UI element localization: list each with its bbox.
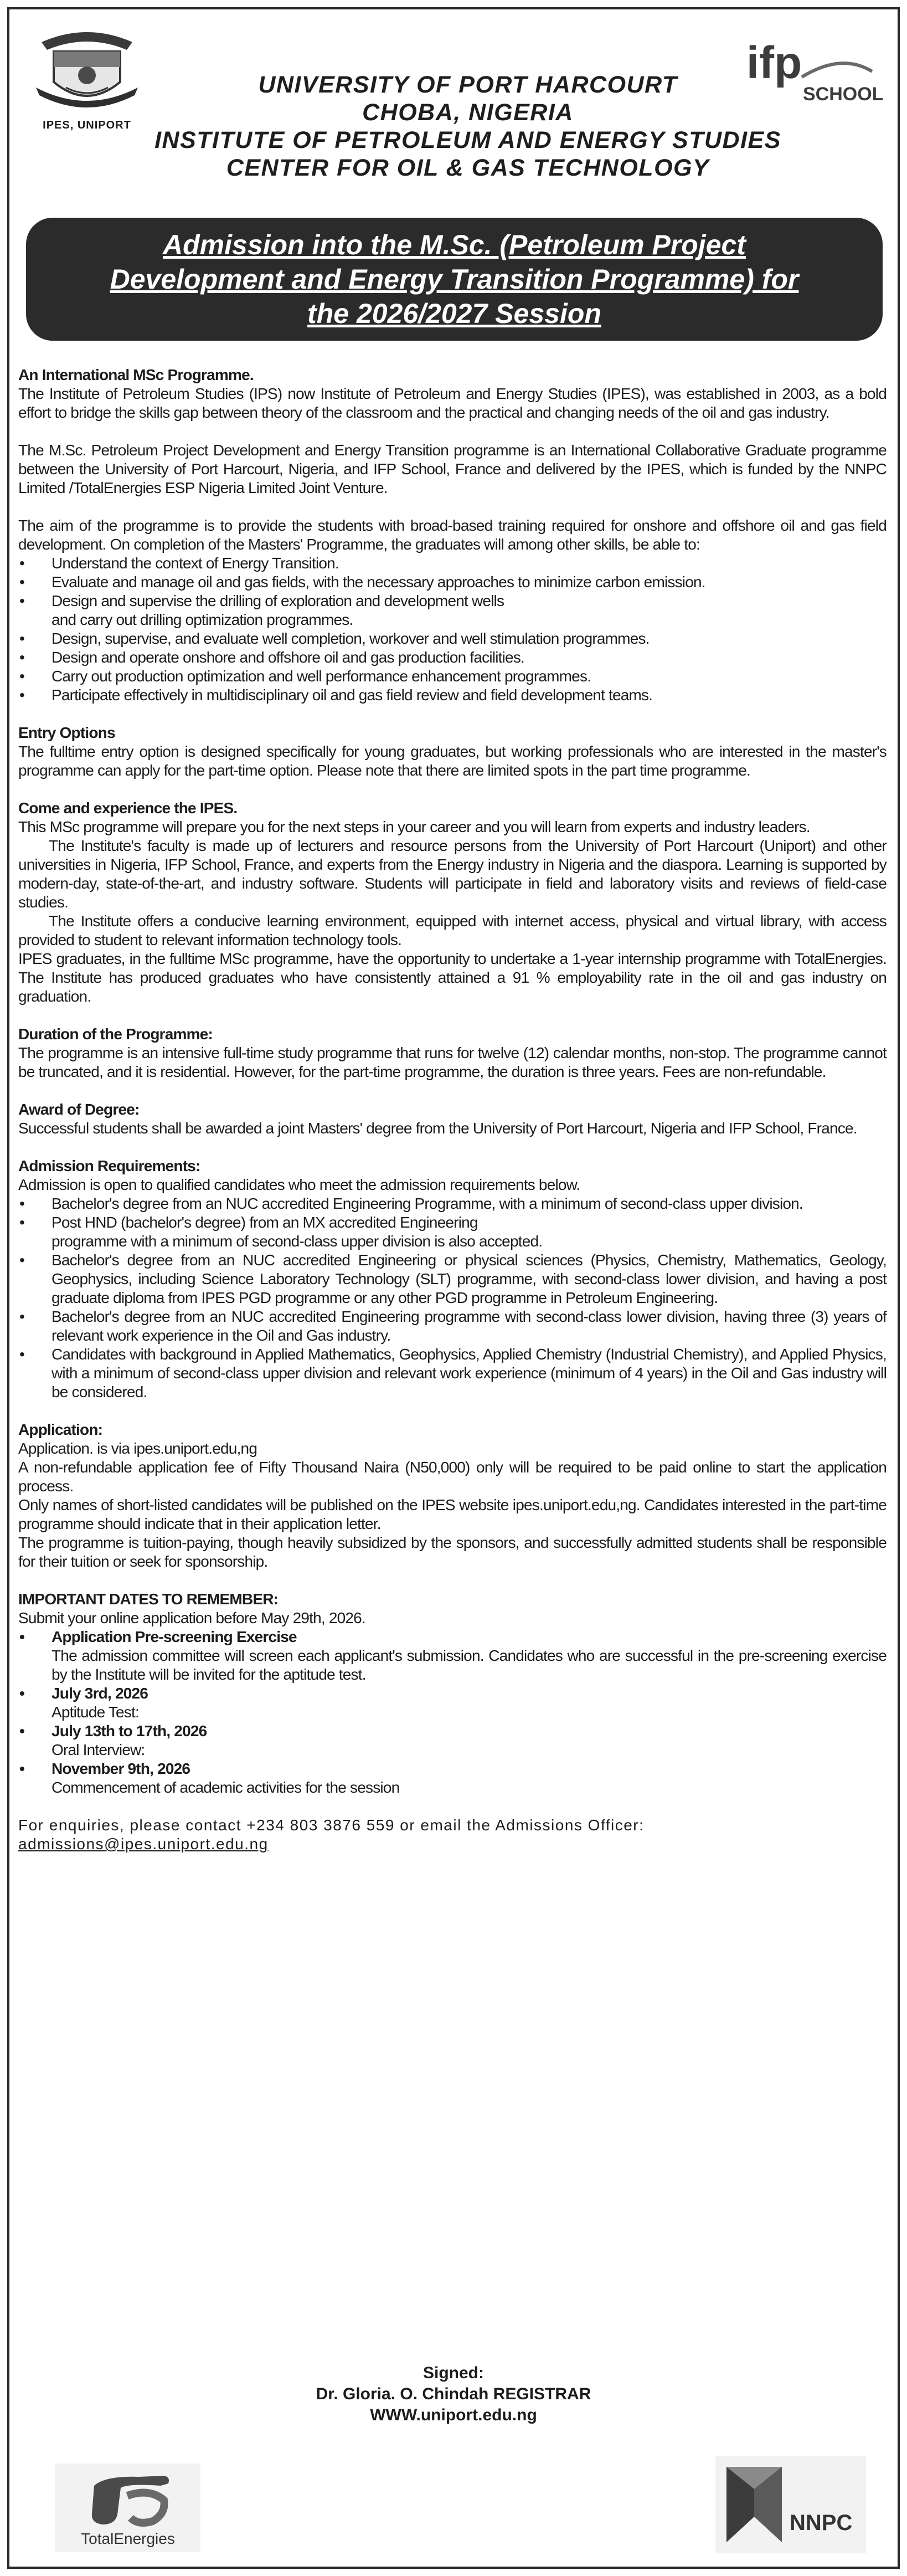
- date-title: • Application Pre-screening Exercise: [51, 1628, 297, 1645]
- list-item: • Bachelor's degree from an NUC accredited Engineering programme with second-class lower division, having three (3) years of relevant work experience in the Oil and Gas industry.: [18, 1307, 887, 1345]
- header-line-location: CHOBA, NIGERIA: [362, 99, 574, 126]
- admissions-email-link[interactable]: admissions@ipes.uniport.edu.ng: [18, 1835, 269, 1853]
- date-desc: Commencement of academic activities for the session: [51, 1779, 400, 1796]
- advert-body: [18, 366, 887, 1854]
- application-paragraph-3: Only names of short-listed candidates will be published on the IPES website ipes.uniport.edu,ng. Candidates interested in the part-time programme should indicate that in their application letter.: [18, 1496, 887, 1532]
- come-heading: Come and experience the IPES.: [18, 799, 238, 817]
- duration-text: The programme is an intensive full-time study programme that runs for twelve (12) calendar months, non-stop. The programme cannot be truncated, and it is residential. However, for the part-time programme, the duration is three years. Fees are non-refundable.: [18, 1044, 887, 1080]
- header-line-university: UNIVERSITY OF PORT HARCOURT: [258, 71, 678, 98]
- admission-title: [110, 228, 799, 331]
- requirements-intro: Admission is open to qualified candidates who meet the admission requirements below.: [18, 1176, 580, 1193]
- application-paragraph-4: The programme is tuition-paying, though heavily subsidized by the sponsors, and successfully admitted students shall be responsible for their tuition or seek for sponsorship.: [18, 1534, 887, 1570]
- entry-heading: Entry Options: [18, 724, 115, 741]
- come-paragraph-4: IPES graduates, in the fulltime MSc programme, have the opportunity to undertake a 1-year internship programme with TotalEnergies. The Institute has produced graduates who have consistently attained a 91 % employability rate in the oil and gas industry on graduation.: [18, 950, 887, 1005]
- list-item: • Participate effectively in multidisciplinary oil and gas field review and field development teams.: [18, 686, 887, 705]
- university-website: WWW.uniport.edu.ng: [370, 2406, 537, 2424]
- list-item: [18, 1722, 887, 1759]
- header-line-center: CENTER FOR OIL & GAS TECHNOLOGY: [226, 155, 710, 181]
- ifp-logo-mark: ifp: [746, 38, 802, 88]
- totalenergies-logo: [55, 2464, 200, 2552]
- list-item: • Carry out production optimization and well performance enhancement programmes.: [18, 667, 887, 686]
- nnpc-icon: [715, 2456, 866, 2553]
- entry-text: The fulltime entry option is designed specifically for young graduates, but working professionals who are interested in the master's programme can apply for the part-time option. Please note that there are limited spots in the part time programme.: [18, 743, 887, 779]
- come-paragraph-3: The Institute offers a conducive learning environment, equipped with internet access, physical and virtual library, with access provided to student to relevant information technology tools.: [18, 912, 887, 948]
- application-paragraph-2: A non-refundable application fee of Fifty Thousand Naira (N50,000) only will be required to be paid online to start the application process.: [18, 1459, 887, 1495]
- list-item: [18, 1759, 887, 1797]
- ifp-logo-word: SCHOOL: [803, 84, 884, 105]
- title-line-1: Admission into the M.Sc. (Petroleum Project: [163, 229, 746, 260]
- intro-paragraph-3: The aim of the programme is to provide the students with broad-based training required for onshore and offshore oil and gas field development. On completion of the Masters' Programme, the graduates will among other skills, be able to:: [18, 517, 887, 553]
- application-heading: Application:: [18, 1421, 103, 1438]
- date-title: • July 13th to 17th, 2026: [51, 1722, 207, 1739]
- list-item: • Bachelor's degree from an NUC accredited Engineering Programme, with a minimum of second-class upper division.: [18, 1194, 887, 1213]
- dates-heading: IMPORTANT DATES TO REMEMBER:: [18, 1590, 279, 1608]
- dates-list: [18, 1628, 887, 1797]
- requirements-heading: Admission Requirements:: [18, 1157, 200, 1174]
- award-heading: Award of Degree:: [18, 1101, 140, 1118]
- signed-label: Signed:: [423, 2364, 484, 2382]
- list-item: • Post HND (bachelor's degree) from an MX accredited Engineering programme with a minimum of second-class upper division is also accepted.: [18, 1213, 887, 1251]
- nnpc-logo: [715, 2456, 866, 2553]
- list-item: • Evaluate and manage oil and gas fields, with the necessary approaches to minimize carbon emission.: [18, 573, 887, 592]
- list-item: • Understand the context of Energy Transition.: [18, 554, 887, 573]
- date-desc: The admission committee will screen each applicant's submission. Candidates who are successful in the pre-screening exercise by the Institute will be invited for the aptitude test.: [51, 1647, 887, 1683]
- ipes-logo-caption: IPES, UNIPORT: [43, 119, 131, 131]
- title-line-2: Development and Energy Transition Programme) for: [110, 264, 799, 295]
- admission-title-banner: [26, 218, 883, 341]
- header-line-institute: INSTITUTE OF PETROLEUM AND ENERGY STUDIES: [154, 127, 781, 153]
- nnpc-wordmark: NNPC: [790, 2511, 853, 2535]
- registrar-name: Dr. Gloria. O. Chindah REGISTRAR: [316, 2385, 591, 2403]
- date-desc: Oral Interview:: [51, 1741, 145, 1758]
- come-paragraph-2: The Institute's faculty is made up of lecturers and resource persons from the University of Port Harcourt (Uniport) and other universities in Nigeria, IFP School, France, and experts from the Energy industry in Nigeria and the diaspora. Learning is supported by modern-day, state-of-the-art, and industry software. Students will participate in field and laboratory visits and reviews of field-case studies.: [18, 837, 887, 911]
- totalenergies-wordmark: TotalEnergies: [81, 2530, 175, 2547]
- come-paragraph-1: This MSc programme will prepare you for the next steps in your career and you will learn from experts and industry leaders.: [18, 818, 810, 835]
- enquiry-text: For enquiries, please contact +234 803 3876 559 or email the Admissions Officer:: [18, 1816, 645, 1834]
- intro-paragraph-2: The M.Sc. Petroleum Project Development and Energy Transition programme is an International Collaborative Graduate programme between the University of Port Harcourt, Nigeria, and IFP School, France and delivered by the IPES, which is funded by the NNPC Limited /TotalEnergies ESP Nigeria Limited Joint Venture.: [18, 442, 887, 496]
- signature-block: [0, 2363, 907, 2426]
- title-line-3: the 2026/2027 Session: [307, 298, 601, 329]
- ipes-crest-logo: [27, 21, 147, 132]
- intro-paragraph-1: The Institute of Petroleum Studies (IPS) now Institute of Petroleum and Energy Studies (IPES), was established in 2003, as a bold effort to bridge the skills gap between theory of the classroom and the practical and changing needs of the oil and gas industry.: [18, 385, 887, 421]
- application-paragraph-1: Application. is via ipes.uniport.edu,ng: [18, 1440, 257, 1457]
- list-item: • Design and supervise the drilling of exploration and development wells and carry out drilling optimization programmes.: [18, 592, 887, 629]
- intro-heading: An International MSc Programme.: [18, 366, 254, 383]
- dates-intro: Submit your online application before May 29th, 2026.: [18, 1609, 365, 1626]
- list-item: [18, 1684, 887, 1722]
- skills-list: [18, 554, 887, 705]
- crest-icon: [32, 21, 142, 115]
- date-title: • July 3rd, 2026: [51, 1685, 148, 1702]
- totalenergies-icon: [55, 2464, 200, 2552]
- list-item: • Bachelor's degree from an NUC accredited Engineering or physical sciences (Physics, Chemistry, Mathematics, Geology, Geophysics, including Science Laboratory Technology (SLT) programme, with second-class lower division, and having a post graduate diploma from IPES PGD programme or any other PGD programme in Petroleum Engineering.: [18, 1251, 887, 1307]
- list-item: • Design and operate onshore and offshore oil and gas production facilities.: [18, 648, 887, 667]
- list-item: [18, 1628, 887, 1684]
- institution-header: [144, 71, 792, 182]
- list-item: • Design, supervise, and evaluate well completion, workover and well stimulation programmes.: [18, 629, 887, 648]
- award-text: Successful students shall be awarded a joint Masters' degree from the University of Port Harcourt, Nigeria and IFP School, France.: [18, 1120, 857, 1137]
- requirements-list: [18, 1194, 887, 1402]
- duration-heading: Duration of the Programme:: [18, 1025, 213, 1043]
- date-desc: Aptitude Test:: [51, 1703, 139, 1721]
- date-title: • November 9th, 2026: [51, 1760, 190, 1777]
- list-item: • Candidates with background in Applied Mathematics, Geophysics, Applied Chemistry (Industrial Chemistry), and Applied Physics, with a minimum of second-class upper division and relevant work experience (minimum of 4 years) in the Oil and Gas industry will be considered.: [18, 1345, 887, 1402]
